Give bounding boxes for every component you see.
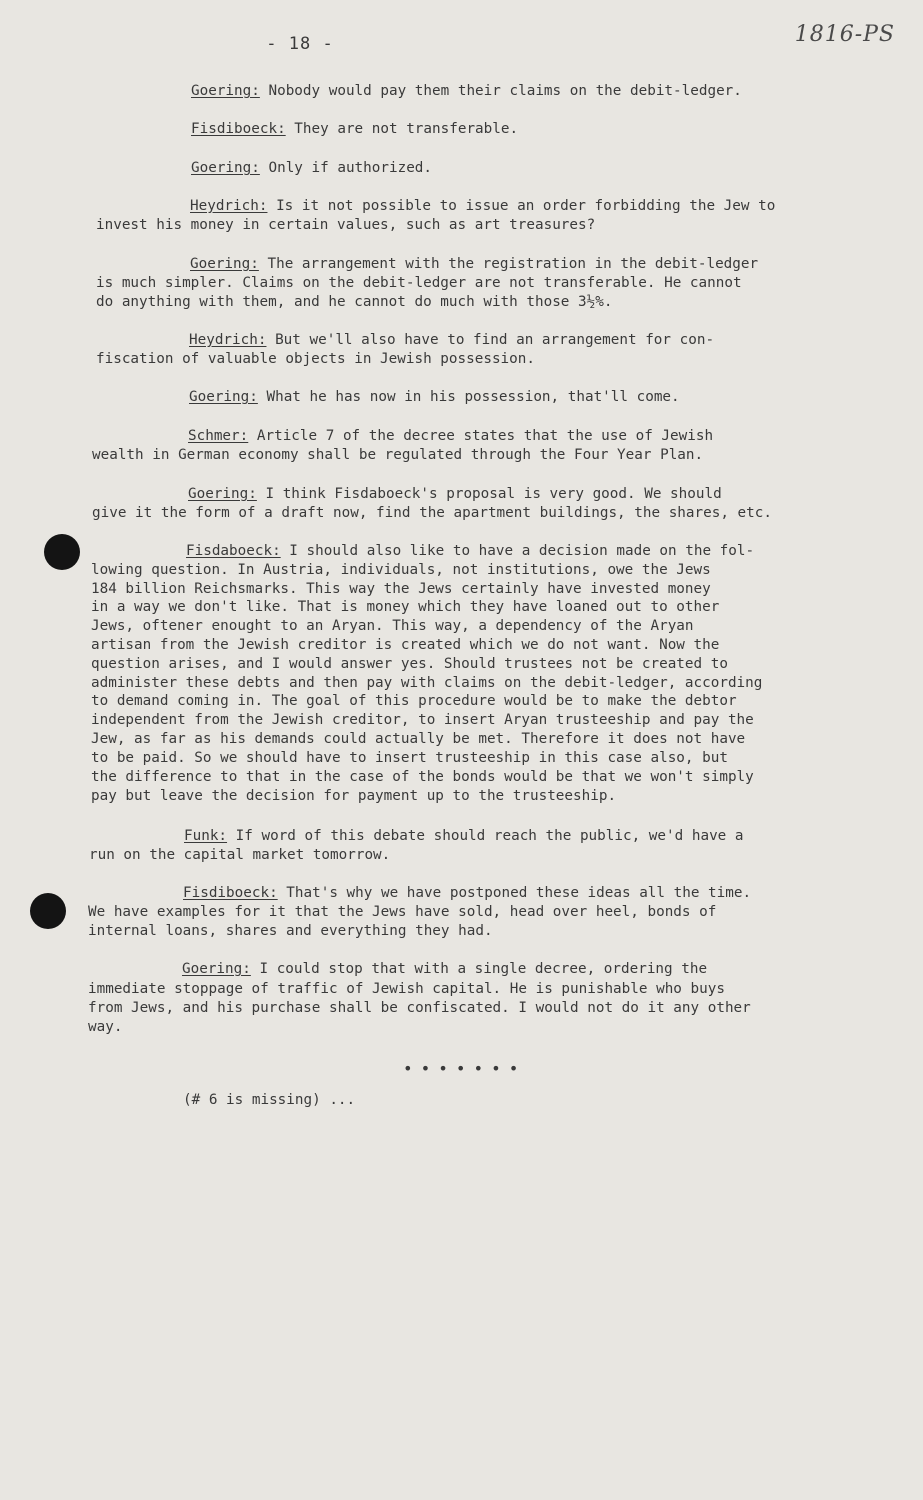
paragraph-fisdiboeck-1: Fisdiboeck: They are not transferable. bbox=[191, 121, 519, 137]
paragraph-goering-6: Goering: What he has now in his possession, that'll come. bbox=[189, 389, 680, 405]
text-line: lowing question. In Austria, individuals, not institutions, owe the Jews bbox=[91, 562, 711, 578]
paragraph-heydrich-5: Heydrich: But we'll also have to find an arrangement for con- bbox=[189, 332, 715, 348]
speaker-name: Goering: bbox=[189, 389, 258, 405]
speaker-name: Fisdiboeck: bbox=[191, 121, 286, 137]
punch-hole bbox=[30, 893, 66, 929]
text-line: to be paid. So we should have to insert trusteeship in this case also, but bbox=[91, 750, 728, 766]
speaker-name: Heydrich: bbox=[190, 198, 268, 214]
paragraph-goering-4: Goering: The arrangement with the registration in the debit-ledger bbox=[190, 256, 759, 272]
text-line: independent from the Jewish creditor, to insert Aryan trusteeship and pay the bbox=[91, 712, 754, 728]
text-line: in a way we don't like. That is money which they have loaned out to other bbox=[91, 599, 720, 615]
text-line: do anything with them, and he cannot do much with those 3½%. bbox=[96, 294, 613, 310]
text-line: give it the form of a draft now, find the apartment buildings, the shares, etc. bbox=[92, 505, 772, 521]
speaker-name: Fisdiboeck: bbox=[183, 885, 278, 901]
text-line: run on the capital market tomorrow. bbox=[89, 847, 391, 863]
text-line: to demand coming in. The goal of this procedure would be to make the debtor bbox=[91, 693, 737, 709]
text-line: fiscation of valuable objects in Jewish possession. bbox=[96, 351, 535, 367]
text-line: Jew, as far as his demands could actually be met. Therefore it does not have bbox=[91, 731, 746, 747]
paragraph-funk-10: Funk: If word of this debate should reach the public, we'd have a bbox=[184, 828, 744, 844]
speaker-name: Heydrich: bbox=[189, 332, 267, 348]
text-line: question arises, and I would answer yes. Should trustees not be created to bbox=[91, 656, 728, 672]
paragraph-schmer-7: Schmer: Article 7 of the decree states that the use of Jewish bbox=[188, 428, 714, 444]
text-line: pay but leave the decision for payment up to the trusteeship. bbox=[91, 788, 617, 804]
text-line: artisan from the Jewish creditor is created which we do not want. Now the bbox=[91, 637, 720, 653]
text-line: internal loans, shares and everything they had. bbox=[88, 923, 493, 939]
text-line: way. bbox=[88, 1019, 123, 1035]
text-line: immediate stoppage of traffic of Jewish capital. He is punishable who buys bbox=[88, 981, 725, 997]
text-line: from Jews, and his purchase shall be confiscated. I would not do it any other bbox=[88, 1000, 751, 1016]
speaker-name: Schmer: bbox=[188, 428, 249, 444]
paragraph-goering-2: Goering: Only if authorized. bbox=[191, 160, 433, 176]
paragraph-fisdaboeck-9: Fisdaboeck: I should also like to have a decision made on the fol- bbox=[186, 543, 755, 559]
punch-hole bbox=[44, 534, 80, 570]
text-line: Jews, oftener enought to an Aryan. This way, a dependency of the Aryan bbox=[91, 618, 694, 634]
paragraph-goering-12: Goering: I could stop that with a single decree, ordering the bbox=[182, 961, 708, 977]
speaker-name: Funk: bbox=[184, 828, 228, 844]
section-separator: ••••••• bbox=[403, 1059, 527, 1078]
paragraph-goering-0: Goering: Nobody would pay them their claims on the debit-ledger. bbox=[191, 83, 742, 99]
paragraph-fisdiboeck-11: Fisdiboeck: That's why we have postponed these ideas all the time. bbox=[183, 885, 752, 901]
speaker-name: Goering: bbox=[188, 486, 257, 502]
page-number: - 18 - bbox=[266, 34, 334, 54]
text-line: We have examples for it that the Jews have sold, head over heel, bonds of bbox=[88, 904, 717, 920]
text-line: administer these debts and then pay with claims on the debit-ledger, according bbox=[91, 675, 763, 691]
text-line: wealth in German economy shall be regulated through the Four Year Plan. bbox=[92, 447, 704, 463]
text-line: invest his money in certain values, such as art treasures? bbox=[96, 217, 596, 233]
text-line: 184 billion Reichsmarks. This way the Jews certainly have invested money bbox=[91, 581, 711, 597]
speaker-name: Goering: bbox=[191, 83, 260, 99]
paragraph-heydrich-3: Heydrich: Is it not possible to issue an order forbidding the Jew to bbox=[190, 198, 776, 214]
speaker-name: Goering: bbox=[191, 160, 260, 176]
text-line: the difference to that in the case of the bonds would be that we won't simply bbox=[91, 769, 754, 785]
paragraph-goering-8: Goering: I think Fisdaboeck's proposal is very good. We should bbox=[188, 486, 722, 502]
speaker-name: Goering: bbox=[190, 256, 259, 272]
speaker-name: Goering: bbox=[182, 961, 251, 977]
speaker-name: Fisdaboeck: bbox=[186, 543, 281, 559]
missing-page-note: (# 6 is missing) ... bbox=[183, 1092, 356, 1108]
text-line: is much simpler. Claims on the debit-ledger are not transferable. He cannot bbox=[96, 275, 742, 291]
document-reference: 1816-PS bbox=[794, 22, 895, 47]
